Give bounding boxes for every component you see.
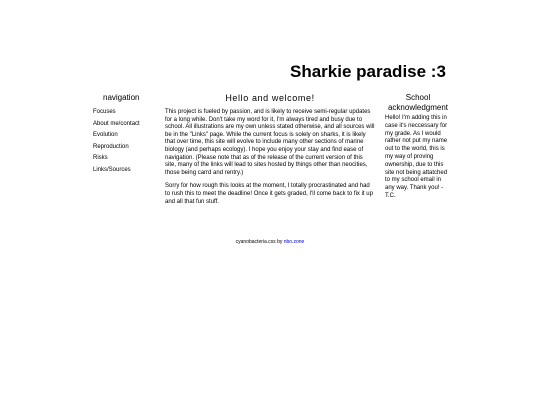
nav-link-risks[interactable]: Risks (93, 155, 108, 161)
site-title: Sharkie paradise :3 (290, 62, 446, 81)
school-acknowledgment-column (385, 93, 451, 201)
navigation-heading: navigation (103, 93, 140, 102)
footer-credit-prefix: cyanobacteria.css by (235, 239, 283, 245)
nav-link-about-me-contact[interactable]: About me/contact (93, 120, 140, 127)
navigation-column (93, 93, 163, 176)
apology-paragraph: Sorry for how rough this looks at the moment, I totally procrastinated and had to rush this to meet the deadline! Once it gets graded, I'll come back to fix it up and all that fun stuff. (165, 183, 373, 205)
intro-paragraph: This project is fueled by passion, and is likely to receive semi-regular updates for a long while. Don't take my word for it, I'm always tired and busy due to school. All illustrations are my own unless stated otherwise, and all sources will be in the "Links" page. While the current focus is solely on sharks, it is likely that over time, this site will evolve to include many other sections of marine biology (and perhaps ecology). I hope you enjoy your stay and find ease of navigation. (Please note that as of the release of the current version of this site, many of the links will lead to sites hosted by things other than neocities, those being carrd and rentry.) (165, 109, 375, 176)
main-content (165, 93, 375, 212)
welcome-heading: Hello and welcome! (225, 93, 315, 103)
footer-credit (0, 239, 540, 245)
footer-credit-link[interactable]: nbo.zone (283, 239, 305, 245)
nav-link-links-sources[interactable]: Links/Sources (93, 166, 131, 173)
nav-link-focuses[interactable]: Focuses (93, 109, 116, 115)
school-acknowledgment-heading: School acknowledgment (387, 93, 449, 112)
nav-link-reproduction[interactable]: Reproduction (93, 143, 129, 150)
nav-link-evolution[interactable]: Evolution (93, 132, 118, 138)
school-acknowledgment-text: Hello! I'm adding this in case it's neccessary for my grade. As I would rather not put my name out to the world, this is my way of proving ownership, due to this site not being attatched to my school email in any way. Thank you! - T.C. (385, 115, 448, 199)
